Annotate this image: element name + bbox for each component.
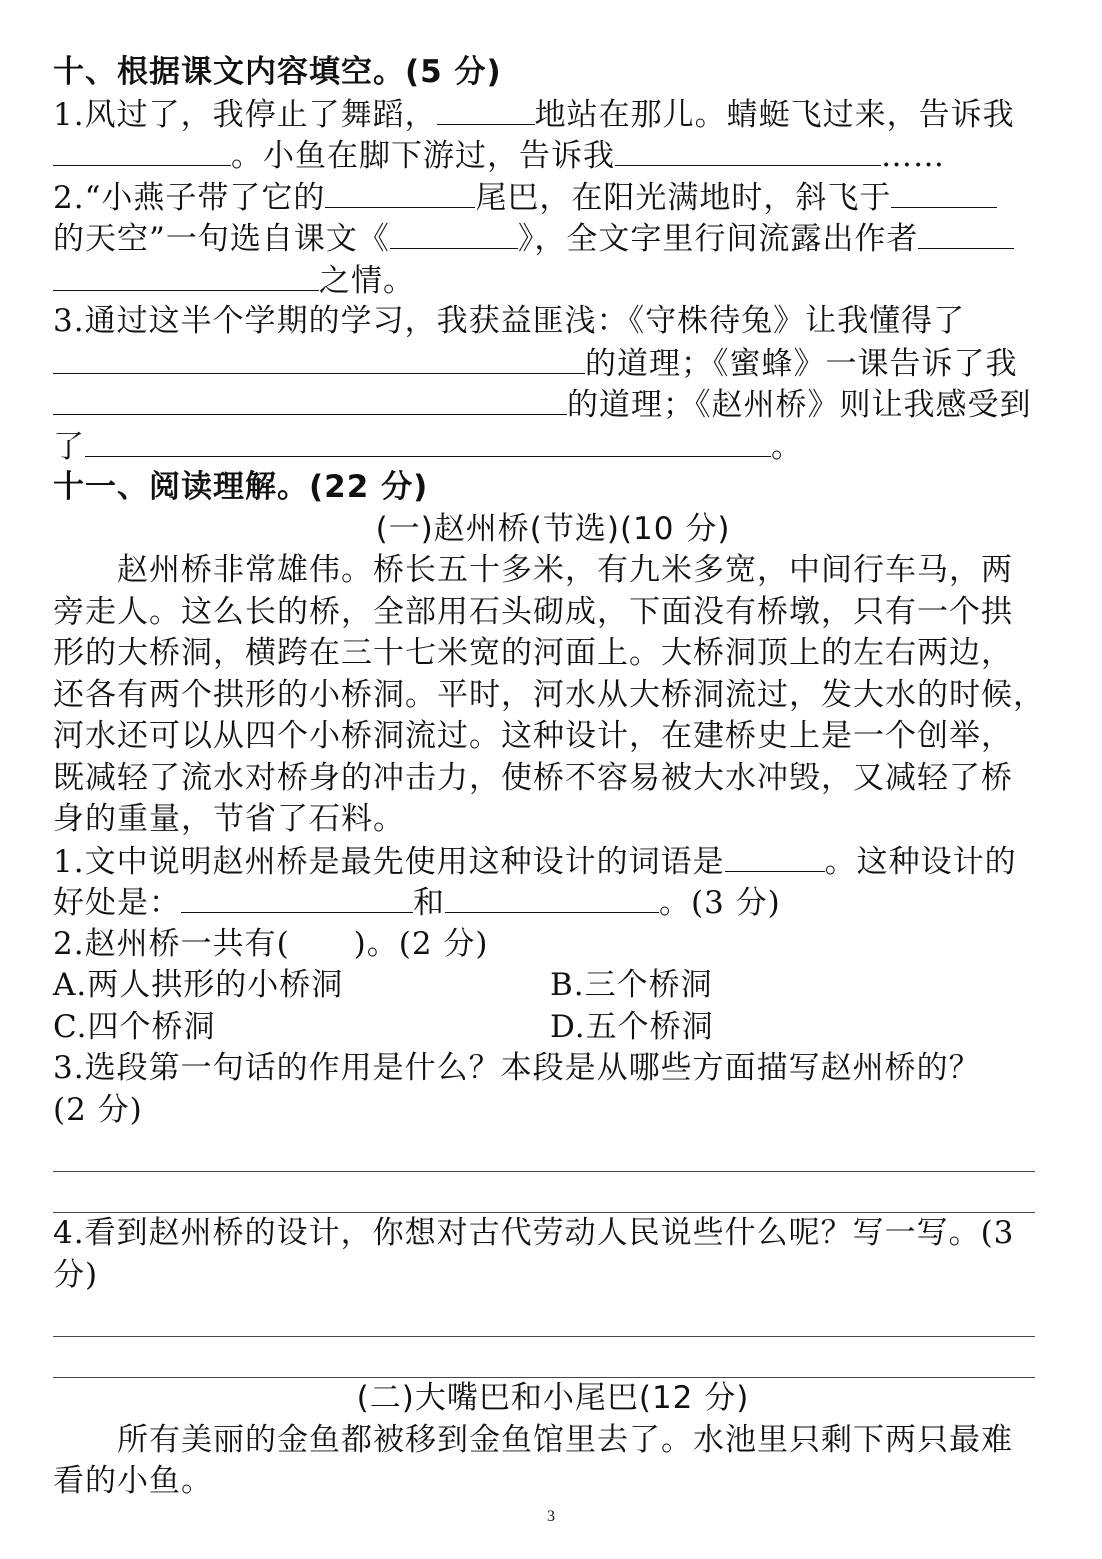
q10-2-text-c: 的天空”一句选自课文《 [53, 221, 390, 257]
q10-3-line4 [53, 426, 1053, 468]
q10-2-line2 [53, 218, 1053, 260]
option-b[interactable]: B.三个桥洞 [550, 967, 713, 1003]
q10-3-text-e: 。 [771, 428, 803, 465]
q10-1-line1 [53, 94, 1053, 136]
section-10-title: 十、根据课文内容填空。(5 分) [53, 54, 502, 90]
q10-1-blank-1[interactable] [437, 94, 535, 125]
q10-3-text-c: 的道理；《赵州桥》则让我感受到 [567, 387, 1032, 423]
part-1-title: (一)赵州桥(节选)(10 分) [375, 510, 731, 547]
q11-1-blank-2[interactable] [181, 882, 413, 913]
q10-1-blank-3[interactable] [615, 135, 881, 166]
option-a[interactable]: A.两人拱形的小桥洞 [53, 967, 344, 1003]
q11-1-text-a: 1.文中说明赵州桥是最先使用这种设计的词语是 [53, 843, 725, 880]
part-2-title: (二)大嘴巴和小尾巴(12 分) [356, 1380, 750, 1416]
q11-1-blank-3[interactable] [445, 882, 659, 913]
q10-3-text-d: 了 [53, 428, 85, 465]
option-c[interactable]: C.四个桥洞 [53, 1008, 216, 1045]
passage-1-line: 河水还可以从四个小桥洞流过。这种设计，在建桥史上是一个创举， [53, 718, 1013, 754]
worksheet-page [53, 52, 1053, 1503]
q10-3-line3 [53, 384, 1053, 426]
passage-1-line: 身的重量，节省了石料。 [53, 801, 405, 837]
passage-1-line: 形的大桥洞，横跨在三十七米宽的河面上。大桥洞顶上的左右两边， [53, 635, 1013, 671]
q11-2-options-row1 [53, 965, 1053, 1007]
q10-1-text-b: 地站在那儿。蜻蜓飞过来，告诉我 [534, 96, 1015, 133]
passage-1-line: 既减轻了流水对桥身的冲击力，使桥不容易被大水冲毁，又减轻了桥 [53, 759, 1013, 796]
q11-3-stem-line2: (2 分) [53, 1091, 143, 1128]
q10-2-blank-5[interactable] [53, 260, 319, 291]
q10-3-text-b: 的道理；《蜜蜂》一课告诉了我 [585, 345, 1018, 382]
q10-1-ellipsis: …… [881, 138, 945, 174]
q11-3-answer-line-2[interactable] [53, 1172, 1035, 1213]
q11-1-blank-1[interactable] [725, 841, 825, 872]
q10-1-text-c: 。小鱼在脚下游过，告诉我 [231, 138, 615, 174]
q11-1-line2 [53, 882, 1053, 924]
option-d[interactable]: D.五个桥洞 [550, 1008, 714, 1045]
q10-1-text-a: 1.风过了，我停止了舞蹈， [53, 96, 437, 133]
q10-2-blank-4[interactable] [918, 218, 1014, 249]
q10-3-blank-1[interactable] [53, 343, 585, 374]
section-11-title: 十一、阅读理解。(22 分) [53, 469, 429, 505]
q11-1-text-e: 。(3 分) [659, 885, 781, 921]
q11-1-text-c: 好处是： [53, 885, 181, 921]
q11-4-answer-line-2[interactable] [53, 1337, 1035, 1378]
page-number: 3 [547, 1508, 555, 1525]
q10-3-blank-2[interactable] [53, 384, 567, 415]
passage-1-line: 还各有两个拱形的小桥洞。平时，河水从大桥洞流过，发大水的时候， [53, 676, 1045, 713]
q10-3-line2 [53, 343, 1053, 385]
q10-2-text-e: 之情。 [319, 262, 415, 299]
q10-2-blank-2[interactable] [891, 177, 997, 208]
q10-3-blank-3[interactable] [85, 426, 771, 457]
q10-2-text-a: 2.“小燕子带了它的 [53, 179, 326, 216]
passage-2 [53, 1420, 1053, 1503]
q10-2-blank-1[interactable] [325, 177, 475, 208]
passage-1-line: 旁走人。这么长的桥，全部用石头砌成，下面没有桥墩，只有一个拱 [53, 593, 1013, 630]
q11-4-stem-line2: 分) [53, 1256, 99, 1293]
passage-2-line: 所有美丽的金鱼都被移到金鱼馆里去了。水池里只剩下两只最难 [117, 1421, 1013, 1458]
q10-2-text-b: 尾巴，在阳光满地时，斜飞于 [475, 179, 892, 216]
q10-2-text-d: 》，全文字里行间流露出作者 [517, 221, 919, 257]
passage-1-line: 赵州桥非常雄伟。桥长五十多米，有九米多宽，中间行车马，两 [117, 552, 1013, 588]
q10-1-line2 [53, 135, 1053, 177]
q11-4-stem-line1: 4.看到赵州桥的设计，你想对古代劳动人民说些什么呢？写一写。(3 [53, 1215, 1015, 1251]
q10-2-line1 [53, 177, 1053, 219]
q11-1-text-d: 和 [413, 885, 445, 921]
q11-3-stem-line1: 3.选段第一句话的作用是什么？本段是从哪些方面描写赵州桥的？ [53, 1050, 981, 1086]
passage-1 [53, 550, 1053, 841]
q11-1-text-b: 。这种设计的 [824, 843, 1017, 880]
q10-2-line3 [53, 260, 1053, 302]
q11-4-answer-line-1[interactable] [53, 1296, 1035, 1337]
q11-1-line1 [53, 841, 1053, 883]
q10-1-blank-2[interactable] [53, 135, 231, 166]
q10-2-blank-3[interactable] [390, 218, 518, 249]
q11-2-stem: 2.赵州桥一共有( )。(2 分) [53, 925, 489, 962]
q10-3-line1: 3.通过这半个学期的学习，我获益匪浅：《守株待兔》让我懂得了 [53, 303, 966, 339]
q11-3-answer-line-1[interactable] [53, 1131, 1035, 1172]
q11-2-options-row2 [53, 1007, 1053, 1049]
passage-2-line: 看的小鱼。 [53, 1463, 213, 1499]
